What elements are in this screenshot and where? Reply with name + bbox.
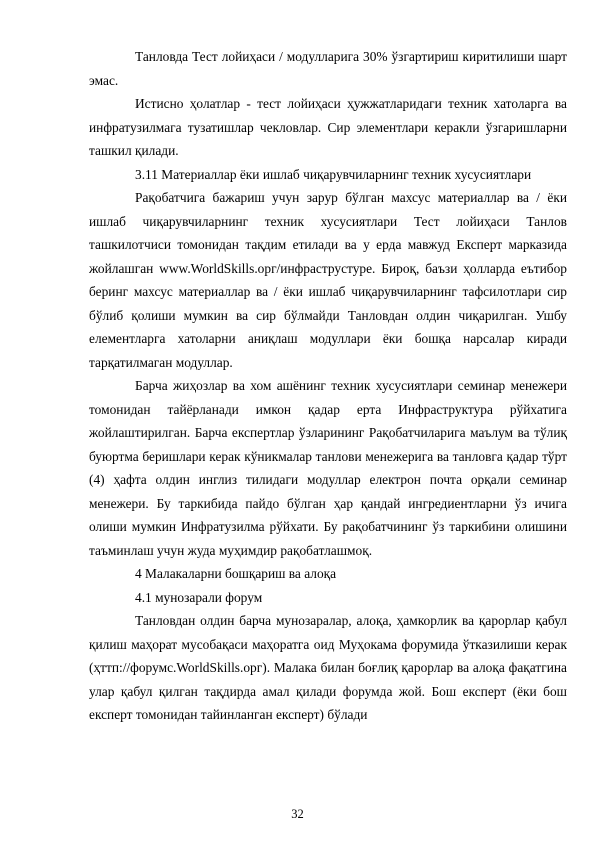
paragraph-exceptions: Истисно ҳолатлар - тест лойиҳаси ҳужжатларидаги техник хатоларга ва инфратузилмага тузатишлар чекловлар. Сир элементлари керакли ўзгаришларни ташкил қилади. (89, 96, 567, 158)
paragraph-modification-rule: Танловда Тест лойиҳаси / модулларига 30% ўзгартириш киритилиши шарт эмас. (89, 49, 567, 88)
heading-4: 4 Малакаларни бошқариш ва алоқа (135, 566, 337, 581)
paragraph-discussion-forum: Танловдан олдин барча мунозаралар, алоқа, ҳамкорлик ва қарорлар қабул қилиш маҳорат мусобақаси маҳоратга оид Муҳокама форумида ўтказилиши керак (ҳттп://форумс.WorldSkills.орг). Малака билан боғлиқ қарорлар ва алоқа фақатгина улар қабул қилган тақдирда амал қилади форумда жой. Бош експерт (ёки бош експерт томонидан тайинланган експерт) бўлади (89, 613, 567, 722)
paragraph-equipment-specs: Барча жиҳозлар ва хом ашёнинг техник хусусиятлари семинар менежери томонидан тайёрланади имкон қадар ерта Инфраструктура рўйхатига жойлаштирилган. Барча експертлар ўзларининг Рақобатчиларига маълум ва тўлиқ буюртма беришлари керак кўникмалар танлови менежерига ва танловга қадар тўрт (4) ҳафта олдин инглиз тилидаги модуллар електрон почта орқали семинар менежери. Бу таркибида пайдо бўлган ҳар қандай ингредиентларни ўз ичига олиши мумкин Инфратузилма рўйхати. Бу рақобатчининг ўз таркибини олишини таъминлаш учун жуда муҳимдир рақобатлашмоқ. (89, 378, 567, 558)
page-number: 32 (291, 807, 304, 821)
paragraph-materials-specs: Рақобатчига бажариш учун зарур бўлган махсус материаллар ва / ёки ишлаб чиқарувчиларнинг техник хусусиятлари Тест лойиҳаси Танлов ташкилотчиси томонидан тақдим етилади ва у ерда мавжуд Експерт марказида жойлашган www.WorldSkills.орг/инфраструстуре. Бироқ, баъзи ҳолларда еътибор беринг махсус материаллар ва / ёки ишлаб чиқарувчиларнинг тафсилотлари сир бўлиб қолиши мумкин ва сир бўлмайди Танловдан олдин чиқарилган. Ушбу елементларга хатоларни аниқлаш модуллари ёки бошқа нарсалар киради тарқатилмаган модуллар. (89, 190, 567, 370)
heading-4-1: 4.1 мунозарали форум (135, 589, 263, 605)
heading-3-11: 3.11 Материаллар ёки ишлаб чиқарувчиларнинг техник хусусиятлари (135, 166, 532, 182)
body-text (89, 45, 567, 727)
